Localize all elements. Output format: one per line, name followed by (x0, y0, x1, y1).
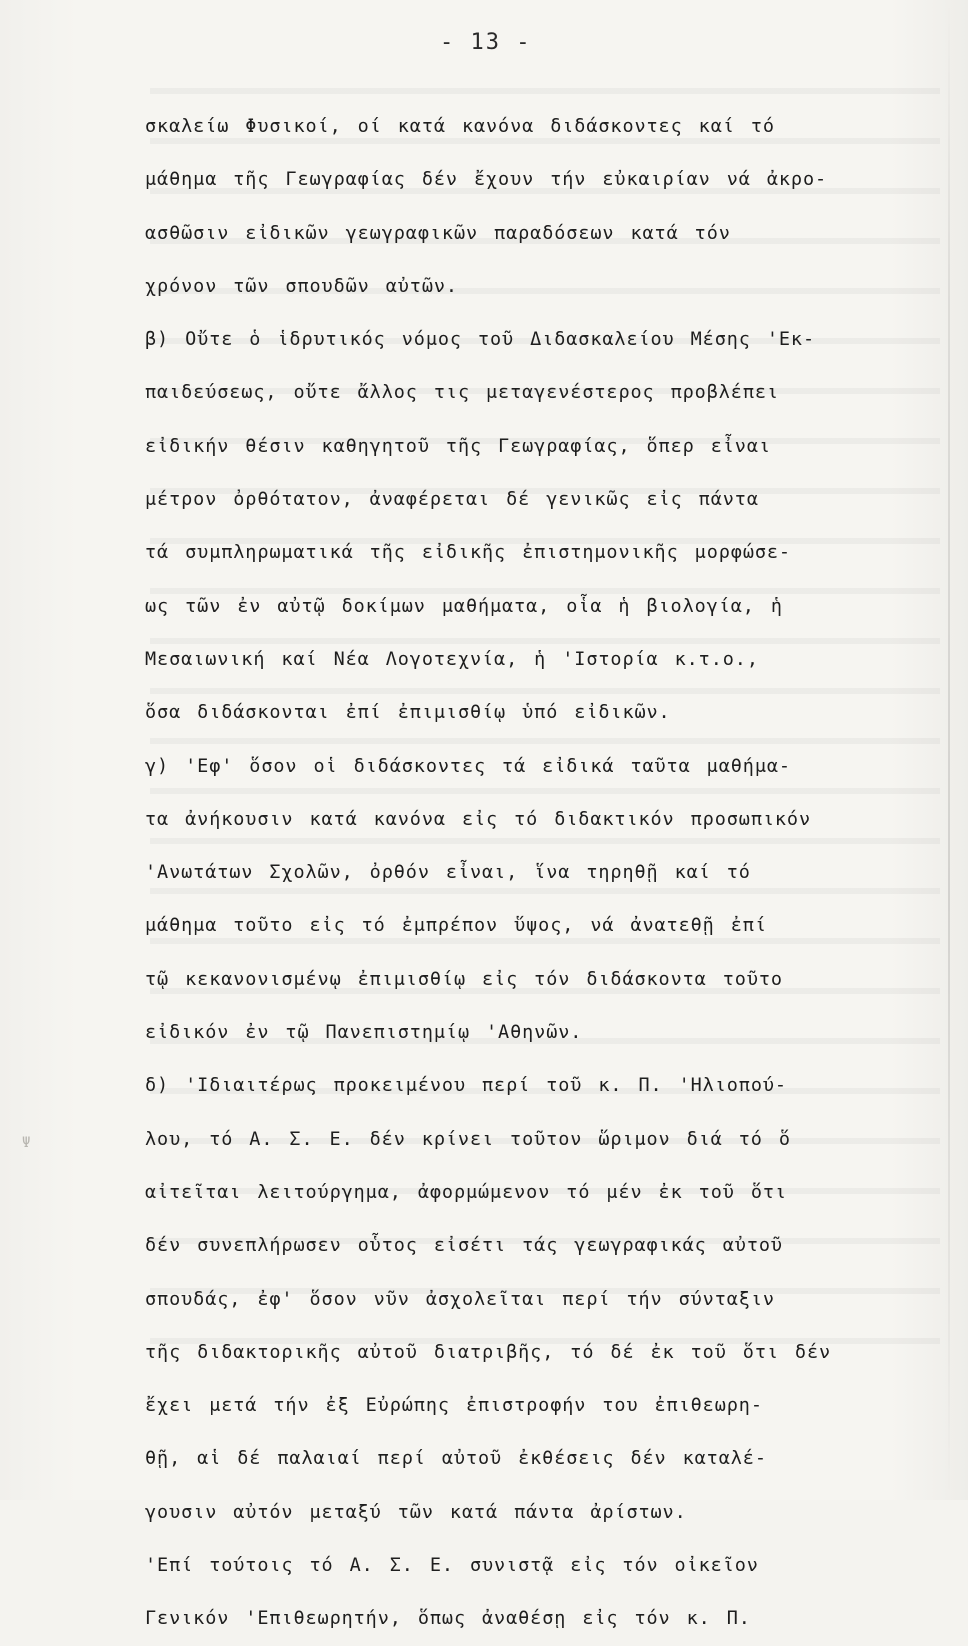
text-line: δέν συνεπλήρωσεν οὗτος εἰσέτι τάς γεωγραφικάς αὐτοῦ (145, 1235, 783, 1257)
text-line: θῇ, αἱ δέ παλαιαί περί αὐτοῦ ἐκθέσεις δέν καταλέ- (145, 1448, 767, 1470)
page-edge-shadow (948, 0, 950, 1500)
text-line: λου, τό Α. Σ. Ε. δέν κρίνει τοῦτον ὥριμον διά τό ὅ (145, 1128, 791, 1150)
text-line: μάθημα τῆς Γεωγραφίας δέν ἔχουν τήν εὐκαιρίαν νά ἀκρο- (145, 169, 828, 191)
text-line: αἰτεῖται λειτούργημα, ἀφορμώμενον τό μέν ἐκ τοῦ ὅτι (145, 1181, 787, 1203)
text-line: μάθημα τοῦτο εἰς τό ἐμπρέπον ὕψος, νά ἀνατεθῇ ἐπί (145, 915, 767, 937)
text-line: μέτρον ὀρθότατον, ἀναφέρεται δέ γενικῶς εἰς πάντα (145, 489, 759, 511)
text-line: Γενικόν 'Επιθεωρητήν, ὅπως ἀναθέσῃ εἰς τόν κ. Π. (145, 1608, 751, 1630)
text-line: τῷ κεκανονισμένῳ ἐπιμισθίῳ εἰς τόν διδάσκοντα τοῦτο (145, 968, 783, 990)
text-line: χρόνον τῶν σπουδῶν αὐτῶν. (145, 275, 458, 297)
text-line: ὅσα διδάσκονται ἐπί ἐπιμισθίῳ ὑπό εἰδικῶν. (145, 702, 671, 724)
page-number: - 13 - (440, 30, 532, 55)
text-line: 'Ανωτάτων Σχολῶν, ὀρθόν εἶναι, ἵνα τηρηθῇ καί τό (145, 862, 751, 884)
text-line: Μεσαιωνική καί Νέα Λογοτεχνία, ἡ 'Ιστορία κ.τ.ο., (145, 648, 759, 670)
text-line: β) Οὔτε ὁ ἱδρυτικός νόμος τοῦ Διδασκαλείου Μέσης 'Εκ- (145, 329, 816, 351)
text-line: σκαλείω Φυσικοί, οί κατά κανόνα διδάσκοντες καί τό (145, 116, 775, 137)
text-line: σπουδάς, ἐφ' ὅσον νῦν ἀσχολεῖται περί τήν σύνταξιν (145, 1288, 775, 1310)
text-line: τῆς διδακτορικῆς αὐτοῦ διατριβῆς, τό δέ ἐκ τοῦ ὅτι δέν (145, 1341, 832, 1363)
text-line: εἰδικόν ἐν τῷ Πανεπιστημίῳ 'Αθηνῶν. (145, 1022, 583, 1044)
body-text (145, 100, 935, 1646)
text-line: ασθῶσιν εἰδικῶν γεωγραφικῶν παραδόσεων κατά τόν (145, 222, 731, 244)
text-line: εἰδικήν θέσιν καθηγητοῦ τῆς Γεωγραφίας, ὅπερ εἶναι (145, 435, 771, 457)
text-line: 'Επί τούτοις τό Α. Σ. Ε. συνιστᾷ εἰς τόν οἰκεῖον (145, 1555, 759, 1577)
text-line: δ) 'Ιδιαιτέρως προκειμένου περί τοῦ κ. Π. 'Ηλιοπού- (145, 1075, 787, 1097)
text-line: ἔχει μετά τήν ἐξ Εὐρώπης ἐπιστροφήν του ἐπιθεωρη- (145, 1395, 763, 1417)
margin-mark: Ψ (22, 1135, 31, 1151)
text-line: ως τῶν ἐν αὐτῷ δοκίμων μαθήματα, οἷα ἡ βιολογία, ἡ (145, 595, 783, 617)
text-line: τα ἀνήκουσιν κατά κανόνα εἰς τό διδακτικόν προσωπικόν (145, 808, 812, 830)
text-line: γ) 'Εφ' ὅσον οἱ διδάσκοντες τά εἰδικά ταῦτα μαθήμα- (145, 755, 791, 777)
text-line: παιδεύσεως, οὔτε ἄλλος τις μεταγενέστερος προβλέπει (145, 382, 779, 404)
text-line: γουσιν αὐτόν μεταξύ τῶν κατά πάντα ἀρίστων. (145, 1501, 687, 1523)
text-line: τά συμπληρωματικά τῆς εἰδικῆς ἐπιστημονικῆς μορφώσε- (145, 542, 791, 564)
